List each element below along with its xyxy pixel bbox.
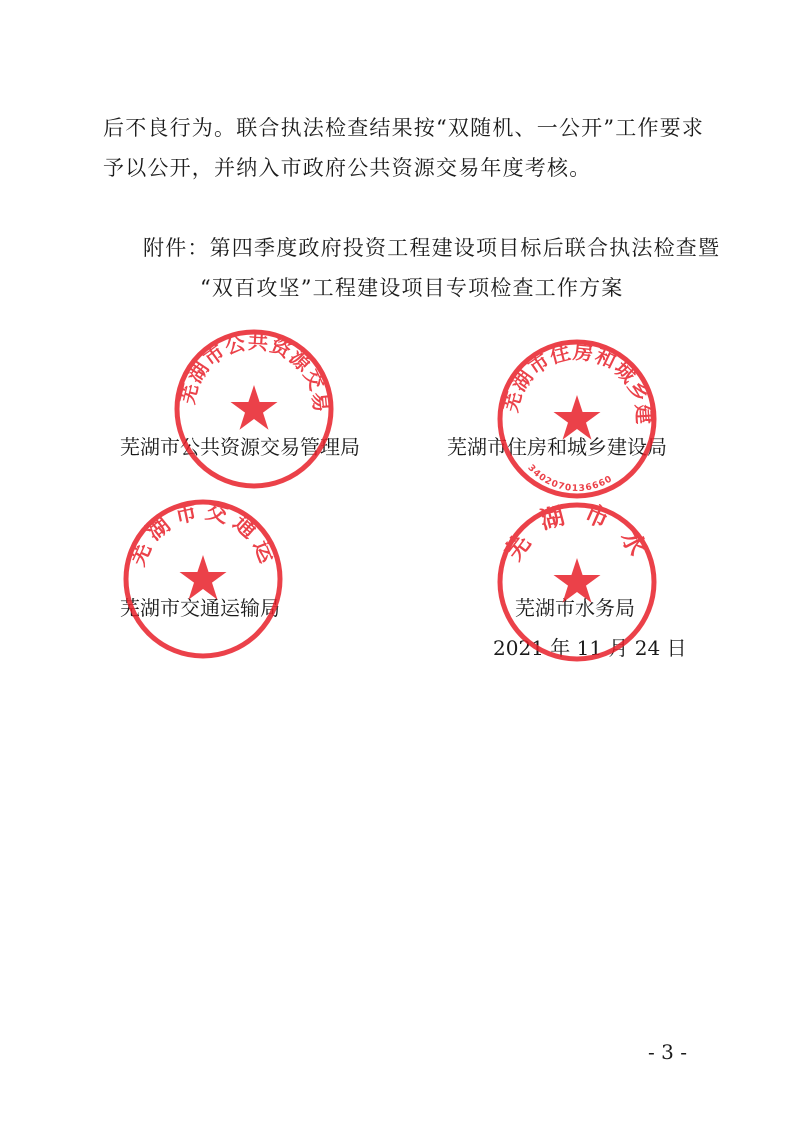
seal-3-star-icon [180, 555, 227, 600]
seal-3-text: 芜湖市交通运输局 [106, 478, 282, 572]
seal-2-text: 芜湖市住房和城乡建设局 [484, 318, 657, 426]
seal-4-text: 芜湖市水务局 [475, 478, 659, 575]
attachment-line-2: “双百攻坚”工程建设项目专项检查工作方案 [200, 276, 624, 300]
seal-transport-bureau [106, 478, 285, 661]
signature-org-4: 芜湖市水务局 [515, 596, 635, 620]
seal-4-star-icon [554, 558, 601, 603]
svg-text:芜湖市交通运输局 [106, 477, 282, 572]
signature-org-1: 芜湖市公共资源交易管理局 [120, 435, 360, 459]
body-text-line-1: 后不良行为。联合执法检查结果按“双随机、一公开”工作要求 [103, 116, 705, 140]
signature-org-3: 芜湖市交通运输局 [120, 596, 280, 620]
seal-2-code: 3402070136660 [525, 463, 615, 495]
svg-text:芜湖市住房和城乡建设局 [485, 318, 657, 426]
seal-housing-bureau [484, 318, 659, 501]
signature-date: 2021 年 11 月 24 日 [493, 636, 687, 660]
seal-1-text: 芜湖市公共资源交易管理局 [161, 308, 334, 415]
signature-org-2: 芜湖市住房和城乡建设局 [447, 435, 667, 459]
svg-text:3402070136660 [525, 463, 614, 494]
seal-public-resource-bureau [161, 308, 336, 491]
page-number: - 3 - [648, 1040, 687, 1064]
seal-1-star-icon [231, 385, 278, 430]
seal-2-star-icon [554, 395, 601, 440]
body-text-line-2: 予以公开，并纳入市政府公共资源交易年度考核。 [103, 156, 592, 180]
svg-text:芜湖市公共资源交易管理局 [162, 308, 334, 414]
attachment-line-1: 附件：第四季度政府投资工程建设项目标后联合执法检查暨 [143, 236, 721, 260]
